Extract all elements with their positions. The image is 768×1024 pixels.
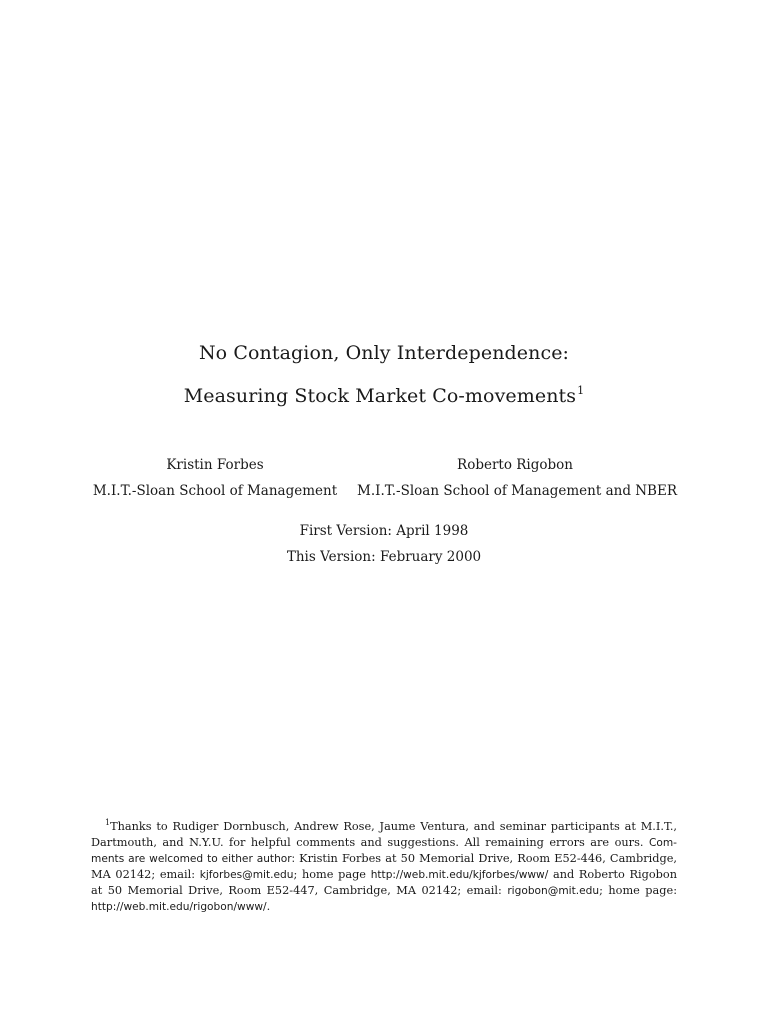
homepage-link-forbes[interactable]: http://web.mit.edu/kjforbes/www/ bbox=[370, 869, 549, 881]
title-line-1-text: No Contagion, Only Interdependence: bbox=[198, 342, 570, 364]
title-line-2-text: Measuring Stock Market Co-movements bbox=[183, 385, 577, 407]
title-footnote bbox=[91, 815, 677, 915]
footnote-line bbox=[91, 867, 677, 883]
footnote-text: at 50 Memorial Drive, Room E52-447, Cambridge, MA 02142; email: bbox=[91, 884, 502, 897]
footnote-text: ; home page bbox=[293, 868, 366, 881]
email-link-forbes[interactable]: kjforbes@mit.edu bbox=[199, 869, 294, 881]
author-affiliation: M.I.T.-Sloan School of Management and NBER bbox=[357, 483, 677, 499]
email-link-rigobon[interactable]: rigobon@mit.edu bbox=[507, 885, 600, 897]
footnote-mark: 1 bbox=[105, 818, 111, 827]
footnote-text: MA 02142; email: bbox=[91, 868, 196, 881]
author-name: Kristin Forbes bbox=[166, 457, 264, 473]
footnote-text: Com- bbox=[648, 837, 677, 849]
author-affiliation: M.I.T.-Sloan School of Management bbox=[92, 483, 338, 499]
author-block-forbes bbox=[83, 457, 347, 503]
footnote-line bbox=[91, 899, 677, 915]
author-name: Roberto Rigobon bbox=[457, 457, 573, 473]
first-version-date: First Version: April 1998 bbox=[299, 523, 469, 539]
author-block-rigobon bbox=[357, 457, 677, 503]
footnote-text: and Roberto Rigobon bbox=[552, 868, 677, 881]
footnote-line bbox=[91, 815, 677, 835]
footnote-line bbox=[91, 835, 677, 851]
footnote-line bbox=[91, 883, 677, 899]
paper-title-line-2 bbox=[0, 384, 768, 407]
footnote-text: ments are welcomed to either author: bbox=[91, 853, 296, 865]
footnote-text: . bbox=[266, 900, 271, 913]
title-footnote-mark: 1 bbox=[577, 384, 585, 397]
footnote-text: Thanks to Rudiger Dornbusch, Andrew Rose, Jaume Ventura, and seminar participants at M.I.T., bbox=[110, 820, 677, 833]
paper-title-line-1 bbox=[0, 342, 768, 364]
footnote-text: Dartmouth, and N.Y.U. for helpful comments and suggestions. All remaining errors are ours. bbox=[91, 836, 644, 849]
footnote-text: Kristin Forbes at 50 Memorial Drive, Room E52-446, Cambridge, bbox=[299, 852, 677, 865]
footnote-text: ; home page: bbox=[599, 884, 678, 897]
homepage-link-rigobon[interactable]: http://web.mit.edu/rigobon/www/ bbox=[91, 901, 267, 913]
current-version-date: This Version: February 2000 bbox=[286, 549, 482, 565]
footnote-line bbox=[91, 851, 677, 867]
